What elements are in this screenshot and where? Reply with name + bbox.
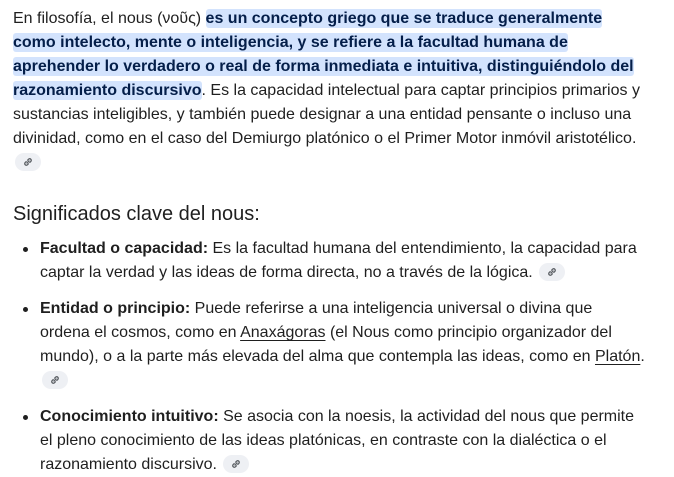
section-heading: Significados clave del nous: [13, 203, 260, 225]
item-text: Es la facultad humana del entendimiento, la capacidad para captar la verdad y las ideas de forma directa, no a través de la lógica. [40, 240, 637, 281]
link-icon [546, 266, 558, 278]
anaxagoras-link[interactable]: Anaxágoras [240, 324, 326, 341]
bullet-icon [23, 415, 28, 420]
intro-paragraph [13, 7, 643, 175]
intro-text-end: . Es la capacidad intelectual para captar principios primarios y sustancias inteligibles, y también puede designar a una entidad pensante o incluso una divinidad, como en el caso del Demiurgo platónico o el Primer Motor inmóvil aristotélico. [13, 82, 640, 147]
source-link-button[interactable] [42, 371, 68, 389]
item-term: Facultad o capacidad: [40, 240, 209, 257]
list-item [13, 297, 646, 393]
item-term: Entidad o principio: [40, 300, 191, 317]
intro-text-start: En filosofía, el nous (νοῦς) [13, 10, 206, 27]
list-item [13, 237, 646, 285]
item-text: Se asocia con la noesis, la actividad del nous que permite el pleno conocimiento de las ideas platónicas, en contraste con la dialéctica o el razonamiento discursivo. [40, 408, 635, 473]
item-text: Puede referirse a una inteligencia universal o divina que ordena el cosmos, como en [40, 300, 593, 341]
link-icon [22, 156, 34, 168]
platon-link[interactable]: Platón [594, 348, 641, 365]
source-link-button[interactable] [539, 263, 565, 281]
bullet-icon [23, 247, 28, 252]
bullet-icon [23, 307, 28, 312]
item-text: . [640, 348, 645, 365]
meanings-list [13, 237, 674, 477]
source-link-button[interactable] [223, 455, 249, 473]
highlighted-text[interactable]: es un concepto griego que se traduce generalmente como intelecto, mente o inteligencia, y se refiere a la facultad humana de aprehender lo verdadero o real de forma inmediata e intuitiva, distinguiéndolo del razonamiento discursivo [13, 10, 634, 99]
source-link-button[interactable] [15, 153, 41, 171]
link-icon [230, 458, 242, 470]
list-item [13, 405, 646, 477]
item-term: Conocimiento intuitivo: [40, 408, 219, 425]
link-icon [49, 374, 61, 386]
item-text: (el Nous como principio organizador del mundo), o a la parte más elevada del alma que contempla las ideas, como en [40, 324, 612, 365]
